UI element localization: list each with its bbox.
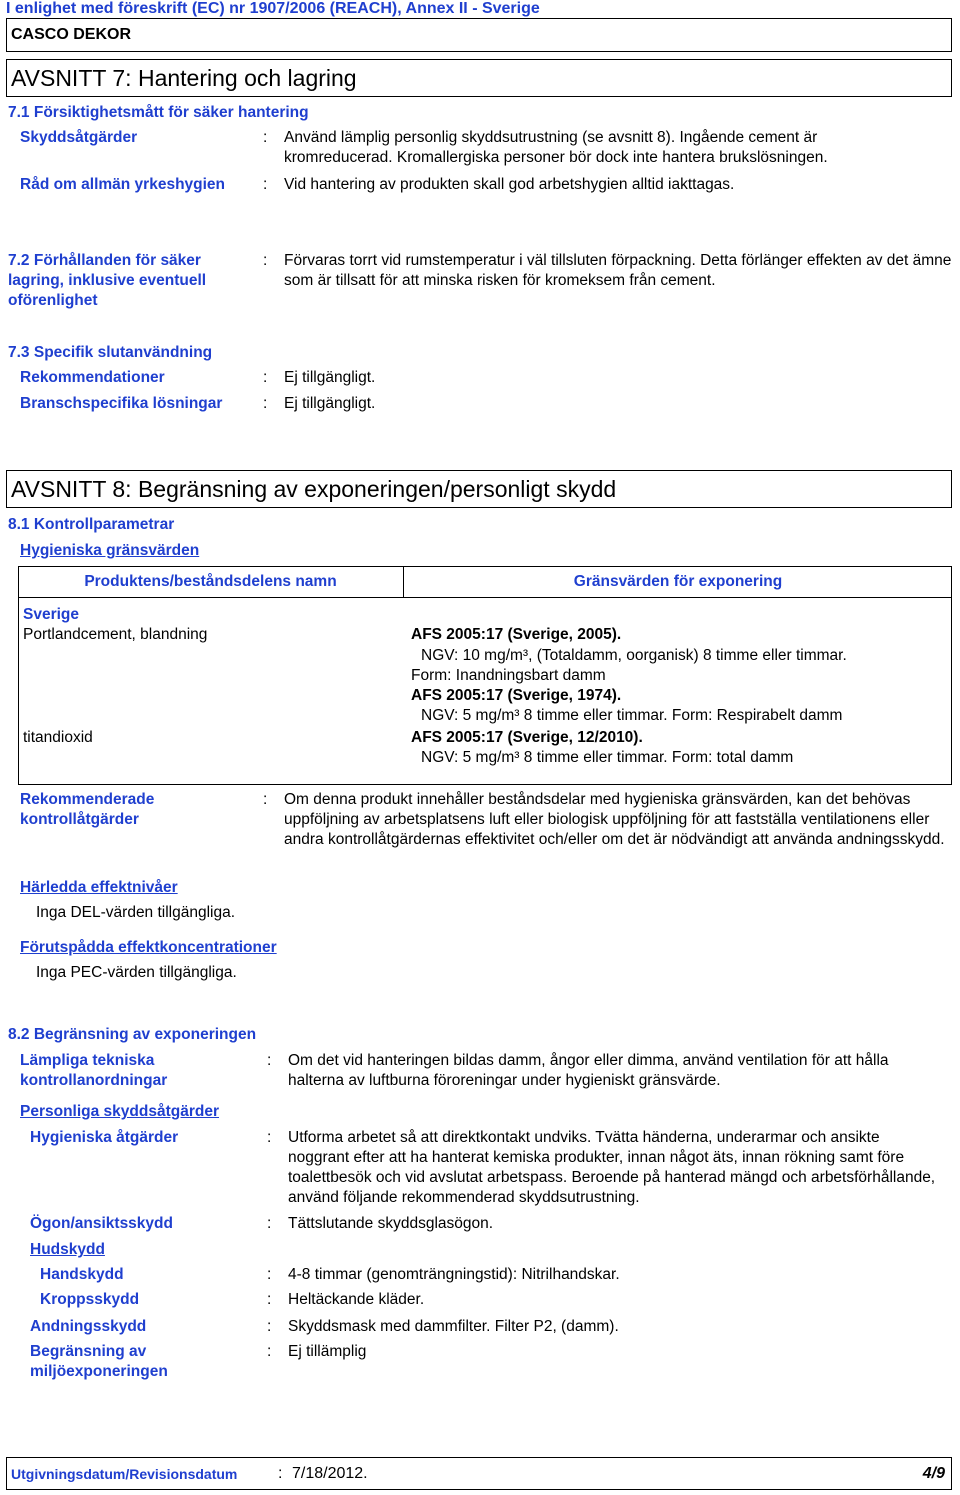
colon: :	[267, 1291, 272, 1308]
table-row-line: AFS 2005:17 (Sverige, 12/2010).	[411, 729, 643, 746]
milj-label: Begränsning av miljöexponeringen	[30, 1343, 168, 1380]
rekk-text: Om denna produkt innehåller beståndsdelar med hygieniska gränsvärden, kan det behövas uppföljning av arbetsplatsens luft eller biologisk uppföljning för att fastställa ventilationens eller andra kontrollåtgärdernas effektivitet och/eller om det är nödvändigt att använda andningsskydd.	[284, 791, 945, 848]
skydd-label: Skyddsåtgärder	[20, 129, 138, 146]
colon: :	[267, 1052, 272, 1069]
table-row-name: titandioxid	[23, 729, 93, 746]
colon: :	[278, 1465, 283, 1482]
andn-text: Skyddsmask med dammfilter. Filter P2, (damm).	[288, 1318, 619, 1335]
rad-text: Vid hantering av produkten skall god arbetshygien alltid iakttagas.	[284, 176, 735, 193]
pers-link[interactable]: Personliga skyddsåtgärder	[20, 1103, 219, 1120]
hygat-text: Utforma arbetet så att direktkontakt undviks. Tvätta händerna, underarmar och ansikte noggrant efter att ha hanterat kemiska produkter, innan något äts, innan rökning samt före toalettbesök och vid avslutat arbetspass. Beroende på hanterad mängd och arbetsförhållande, använd följande rekommenderad skyddsutrustning.	[288, 1129, 936, 1206]
rekk-label: Rekommenderade kontrollåtgärder	[20, 791, 155, 828]
colon: :	[263, 252, 268, 269]
hand-text: 4-8 timmar (genomträngningstid): Nitrilhandskar.	[288, 1266, 620, 1283]
colon: :	[267, 1343, 272, 1360]
del-text: Inga DEL-värden tillgängliga.	[36, 904, 236, 921]
kropp-text: Heltäckande kläder.	[288, 1291, 425, 1308]
hand-label: Handskydd	[40, 1266, 124, 1283]
section-8-2-heading: 8.2 Begränsning av exponeringen	[8, 1026, 257, 1043]
table-divider	[18, 597, 952, 598]
section-7-2-heading: 7.2 Förhållanden för säker lagring, inklusive eventuell oförenlighet	[8, 252, 207, 309]
table-row-line: Form: Inandningsbart damm	[411, 667, 606, 684]
document-header-title: I enlighet med föreskrift (EC) nr 1907/2006 (REACH), Annex II - Sverige	[6, 0, 540, 17]
section-7-3-heading: 7.3 Specifik slutanvändning	[8, 344, 213, 361]
milj-text: Ej tillämplig	[288, 1343, 367, 1360]
andn-label: Andningsskydd	[30, 1318, 147, 1335]
table-row-line: AFS 2005:17 (Sverige, 1974).	[411, 687, 622, 704]
del-link[interactable]: Härledda effektnivåer	[20, 879, 178, 896]
section-7-title: AVSNITT 7: Hantering och lagring	[11, 65, 357, 91]
bransch-text: Ej tillgängligt.	[284, 395, 376, 412]
tek-text: Om det vid hanteringen bildas damm, ångor eller dimma, använd ventilation för att hålla halterna av luftburna föroreningar under hygieniskt gränsvärde.	[288, 1052, 889, 1089]
rek-label: Rekommendationer	[20, 369, 165, 386]
rad-label: Råd om allmän yrkeshygien	[20, 176, 226, 193]
table-row-name: Portlandcement, blandning	[23, 626, 208, 643]
hyg-link[interactable]: Hygieniska gränsvärden	[20, 542, 200, 559]
section-8-1-heading: 8.1 Kontrollparametrar	[8, 516, 175, 533]
pec-text: Inga PEC-värden tillgängliga.	[36, 964, 237, 981]
tek-label: Lämpliga tekniska kontrollanordningar	[20, 1052, 168, 1089]
ogon-text: Tättslutande skyddsglasögon.	[288, 1215, 494, 1232]
section-8-title-box	[6, 470, 952, 508]
hygat-label: Hygieniska åtgärder	[30, 1129, 179, 1146]
table-row-line: NGV: 10 mg/m³, (Totaldamm, oorganisk) 8 timme eller timmar.	[421, 647, 847, 664]
section-7-1-heading: 7.1 Försiktighetsmått för säker hantering	[8, 104, 309, 121]
ogon-label: Ögon/ansiktsskydd	[30, 1215, 173, 1232]
rek-text: Ej tillgängligt.	[284, 369, 376, 386]
section-7-title-box	[6, 59, 952, 97]
skydd-text: Använd lämplig personlig skyddsutrustning (se avsnitt 8). Ingående cement är kromreducerad. Kromallergiska personer bör dock inte hantera brukslösningen.	[284, 129, 828, 166]
pec-link[interactable]: Förutspådda effektkoncentrationer	[20, 939, 277, 956]
hud-link[interactable]: Hudskydd	[30, 1241, 105, 1258]
table-row-line: NGV: 5 mg/m³ 8 timme eller timmar. Form: total damm	[421, 749, 794, 766]
bransch-label: Branschspecifika lösningar	[20, 395, 223, 412]
table-row-line: NGV: 5 mg/m³ 8 timme eller timmar. Form: Respirabelt damm	[421, 707, 843, 724]
colon: :	[263, 176, 268, 193]
colon: :	[267, 1129, 272, 1146]
table-country: Sverige	[23, 606, 80, 623]
colon: :	[267, 1215, 272, 1232]
kropp-label: Kroppsskydd	[40, 1291, 140, 1308]
colon: :	[263, 791, 268, 808]
colon: :	[263, 129, 268, 146]
page-number: 4/9	[922, 1465, 945, 1482]
table-row-line: AFS 2005:17 (Sverige, 2005).	[411, 626, 622, 643]
footer-box	[6, 1457, 952, 1490]
product-name: CASCO DEKOR	[11, 26, 132, 43]
footer-date: 7/18/2012.	[292, 1465, 368, 1482]
colon: :	[267, 1266, 272, 1283]
footer-label: Utgivningsdatum/Revisionsdatum	[11, 1466, 238, 1482]
product-name-box	[6, 18, 952, 52]
table-col1-header: Produktens/beståndsdelens namn	[84, 573, 337, 590]
colon: :	[263, 369, 268, 386]
section-8-title: AVSNITT 8: Begränsning av exponeringen/personligt skydd	[11, 476, 617, 502]
table-col2-header: Gränsvärden för exponering	[573, 573, 783, 590]
colon: :	[263, 395, 268, 412]
section-7-2-text: Förvaras torrt vid rumstemperatur i väl tillsluten förpackning. Detta förlänger effekten av det ämne som är tillsatt för att minska risken för kromeksem från cement.	[284, 252, 952, 289]
colon: :	[267, 1318, 272, 1335]
